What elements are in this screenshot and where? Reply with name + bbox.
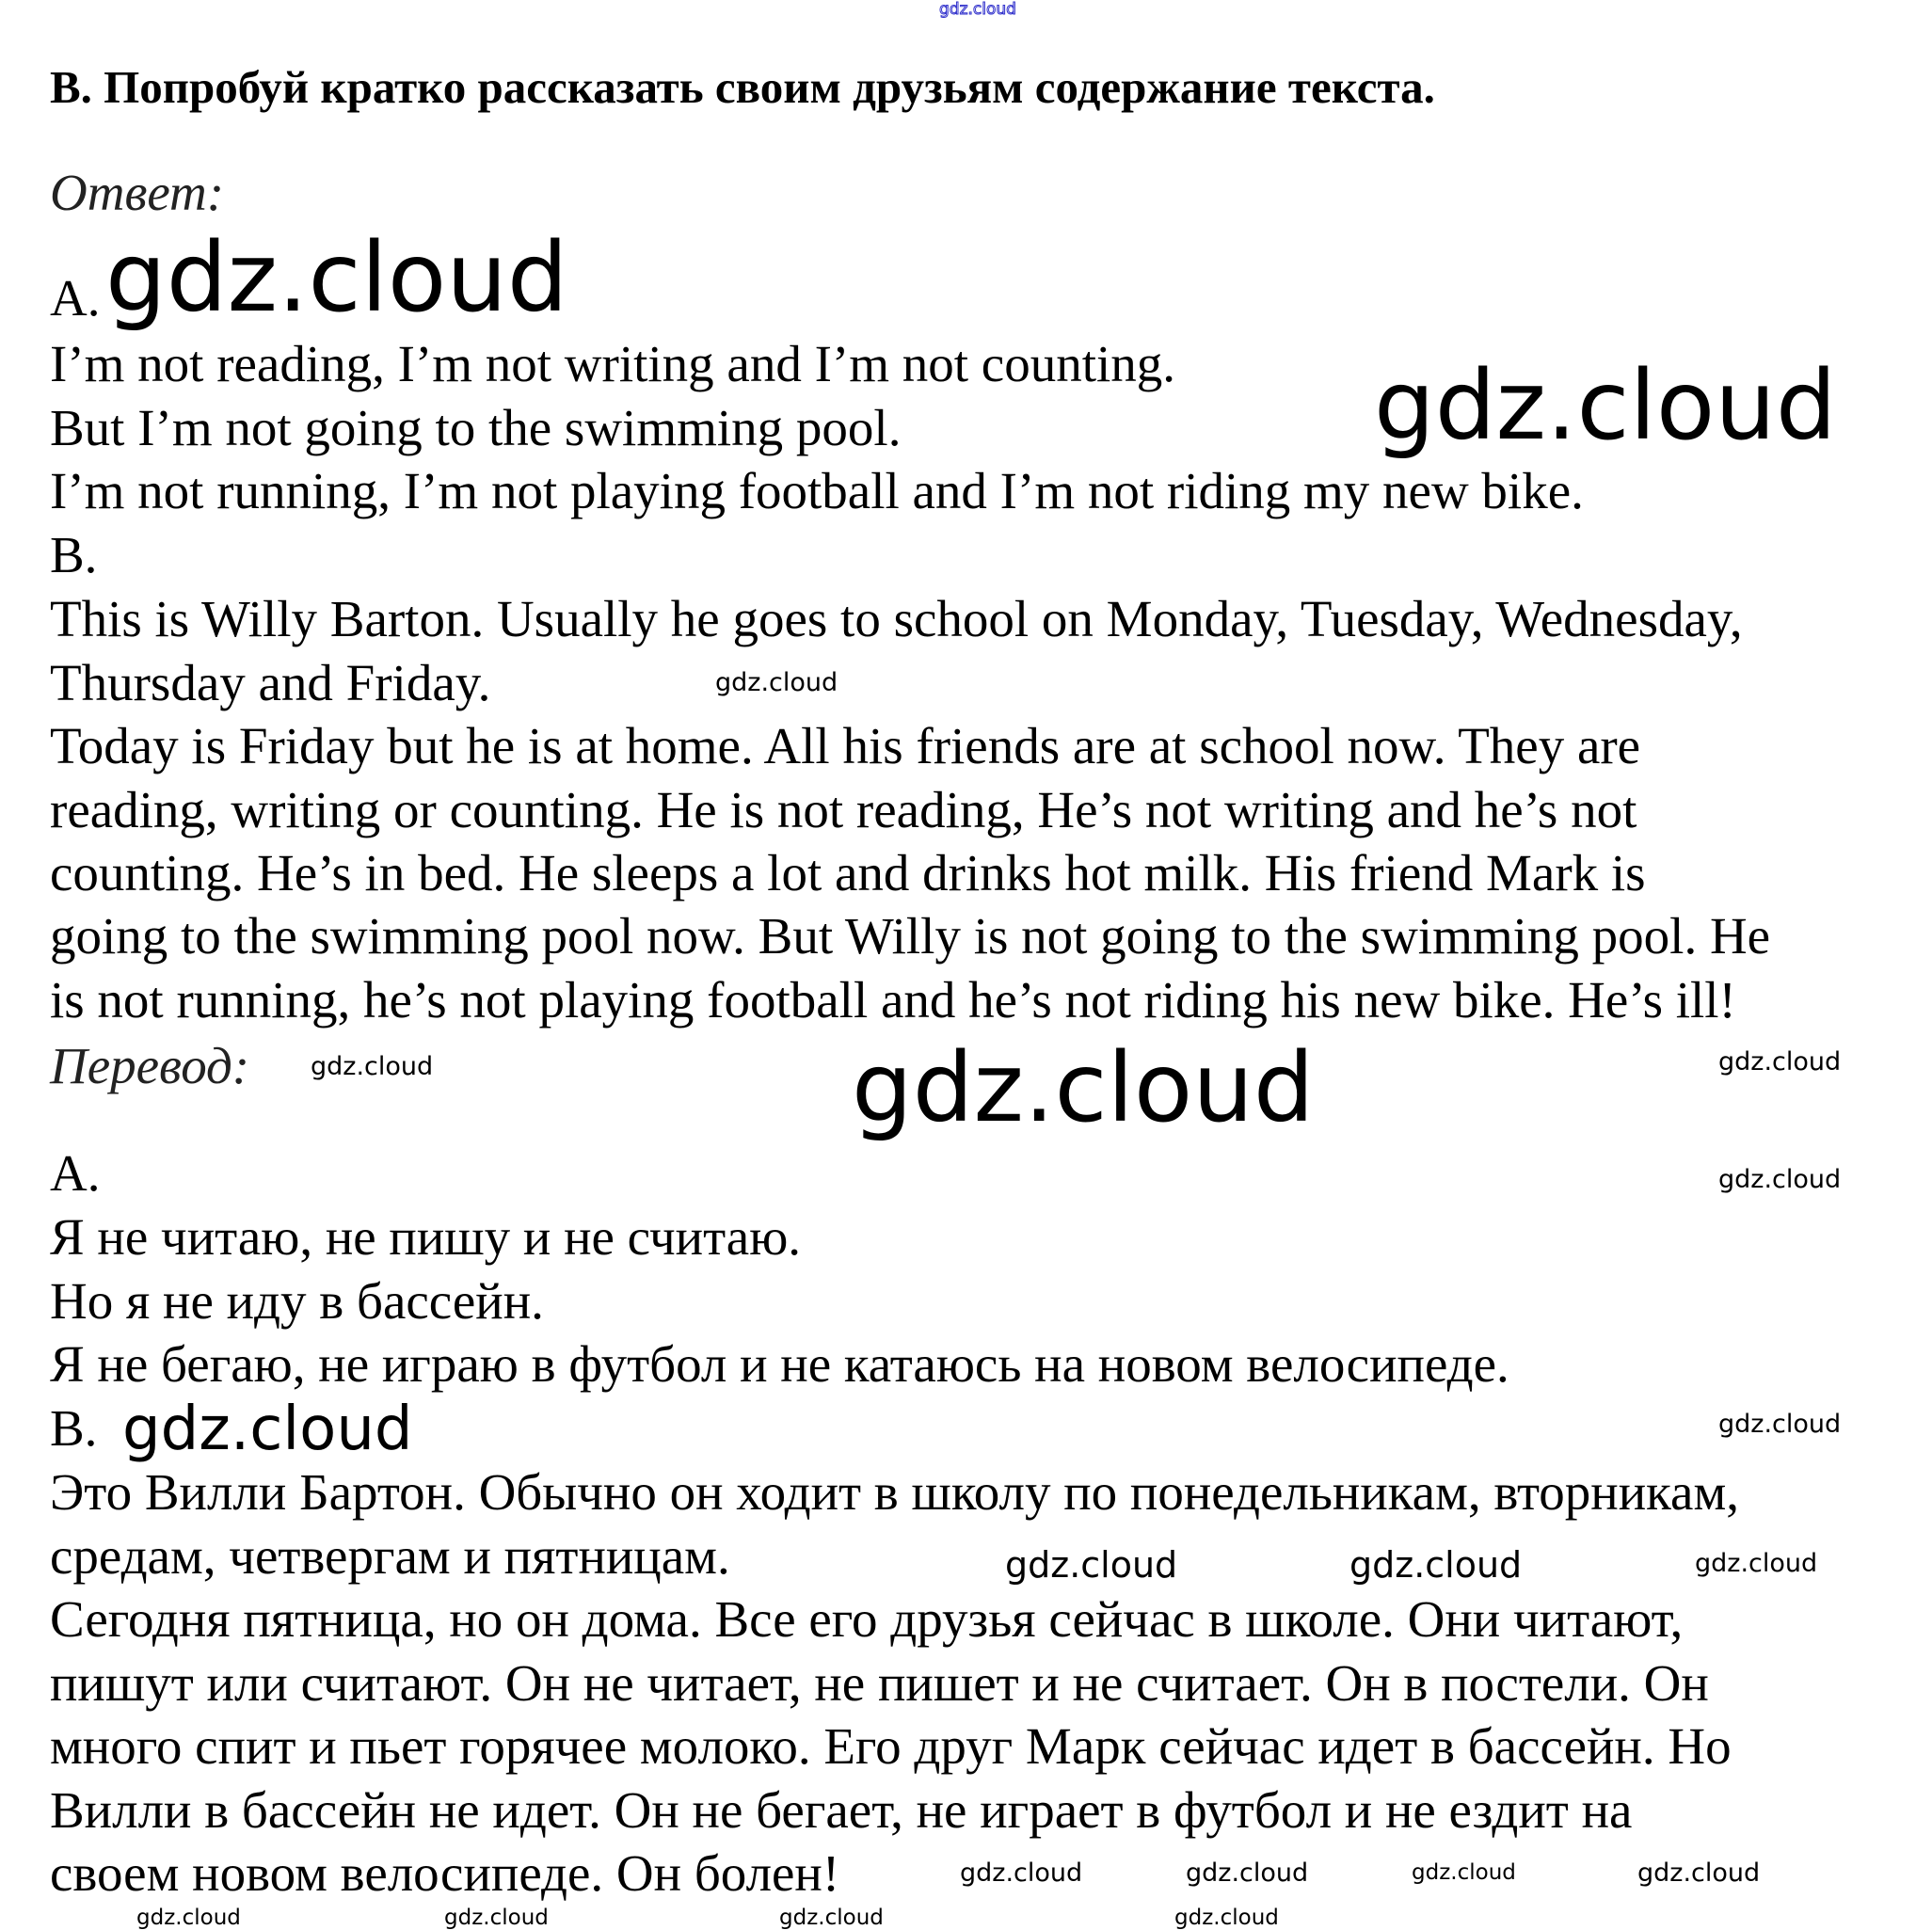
watermark: gdz.cloud [715, 668, 838, 697]
translation-a-line: Я не читаю, не пишу и не считаю. [50, 1208, 802, 1266]
translation-b-line: своем новом велосипеде. Он болен! [50, 1844, 840, 1902]
translation-b-line: пишут или считают. Он не читает, не пишет и не считает. Он в постели. Он [50, 1654, 1709, 1712]
watermark: gdz.cloud [1174, 1906, 1279, 1930]
watermark: gdz.cloud [1695, 1549, 1818, 1578]
translation-b-line: Это Вилли Бартон. Обычно он ходит в школу по понедельникам, вторникам, [50, 1463, 1740, 1521]
watermark: gdz.cloud [105, 222, 568, 334]
translation-b-line: средам, четвергам и пятницам. [50, 1527, 730, 1585]
answer-b-line: is not running, he’s not playing football and he’s not riding his new bike. He’s ill! [50, 971, 1736, 1029]
translation-a-line: Я не бегаю, не играю в футбол и не катаюсь на новом велосипеде. [50, 1335, 1509, 1393]
answer-b-line: Today is Friday but he is at home. All his friends are at school now. They are [50, 717, 1641, 774]
answer-b-line: reading, writing or counting. He is not reading, He’s not writing and he’s not [50, 781, 1637, 838]
watermark: gdz.cloud [1637, 1858, 1761, 1888]
answer-a-line: I’m not reading, I’m not writing and I’m not counting. [50, 335, 1176, 392]
watermark: gdz.cloud [1718, 1047, 1842, 1077]
answer-b-line: This is Willy Barton. Usually he goes to school on Monday, Tuesday, Wednesday, [50, 590, 1743, 647]
translation-b-label: B. [50, 1399, 98, 1457]
translation-a-label: A. [50, 1144, 101, 1202]
translation-b-line: Вилли в бассейн не идет. Он не бегает, не играет в футбол и не ездит на [50, 1781, 1633, 1839]
watermark: gdz.cloud [960, 1858, 1083, 1888]
watermark: gdz.cloud [1718, 1410, 1842, 1439]
watermark: gdz.cloud [1374, 350, 1837, 462]
answer-label: Ответ: [50, 164, 225, 221]
watermark: gdz.cloud [1186, 1858, 1309, 1888]
watermark: gdz.cloud [1718, 1165, 1842, 1194]
translation-label: Перевод: [50, 1037, 250, 1094]
watermark: gdz.cloud [1412, 1860, 1516, 1885]
watermark: gdz.cloud [136, 1906, 241, 1930]
answer-a-label: A. [50, 269, 101, 327]
watermark: gdz.cloud [1349, 1544, 1523, 1586]
answer-b-label: B. [50, 526, 98, 583]
answer-a-line: I’m not running, I’m not playing football and I’m not riding my new bike. [50, 462, 1584, 519]
watermark: gdz.cloud [1005, 1544, 1178, 1586]
watermark: gdz.cloud [122, 1395, 413, 1464]
watermark: gdz.cloud [939, 0, 1016, 19]
translation-a-line: Но я не иду в бассейн. [50, 1272, 544, 1330]
translation-b-line: много спит и пьет горячее молоко. Его друг Марк сейчас идет в бассейн. Но [50, 1717, 1732, 1775]
answer-b-line: counting. He’s in bed. He sleeps a lot and drinks hot milk. His friend Mark is [50, 844, 1646, 901]
watermark: gdz.cloud [444, 1906, 549, 1930]
answer-b-line: going to the swimming pool now. But Willy is not going to the swimming pool. He [50, 907, 1771, 965]
translation-b-line: Сегодня пятница, но он дома. Все его друзья сейчас в школе. Они читают, [50, 1590, 1684, 1648]
answer-b-line: Thursday and Friday. [50, 654, 491, 711]
watermark: gdz.cloud [311, 1052, 434, 1081]
watermark: gdz.cloud [852, 1032, 1315, 1144]
answer-a-line: But I’m not going to the swimming pool. [50, 399, 902, 456]
watermark: gdz.cloud [779, 1906, 884, 1930]
task-heading: B. Попробуй кратко рассказать своим друзьям содержание текста. [50, 61, 1435, 113]
